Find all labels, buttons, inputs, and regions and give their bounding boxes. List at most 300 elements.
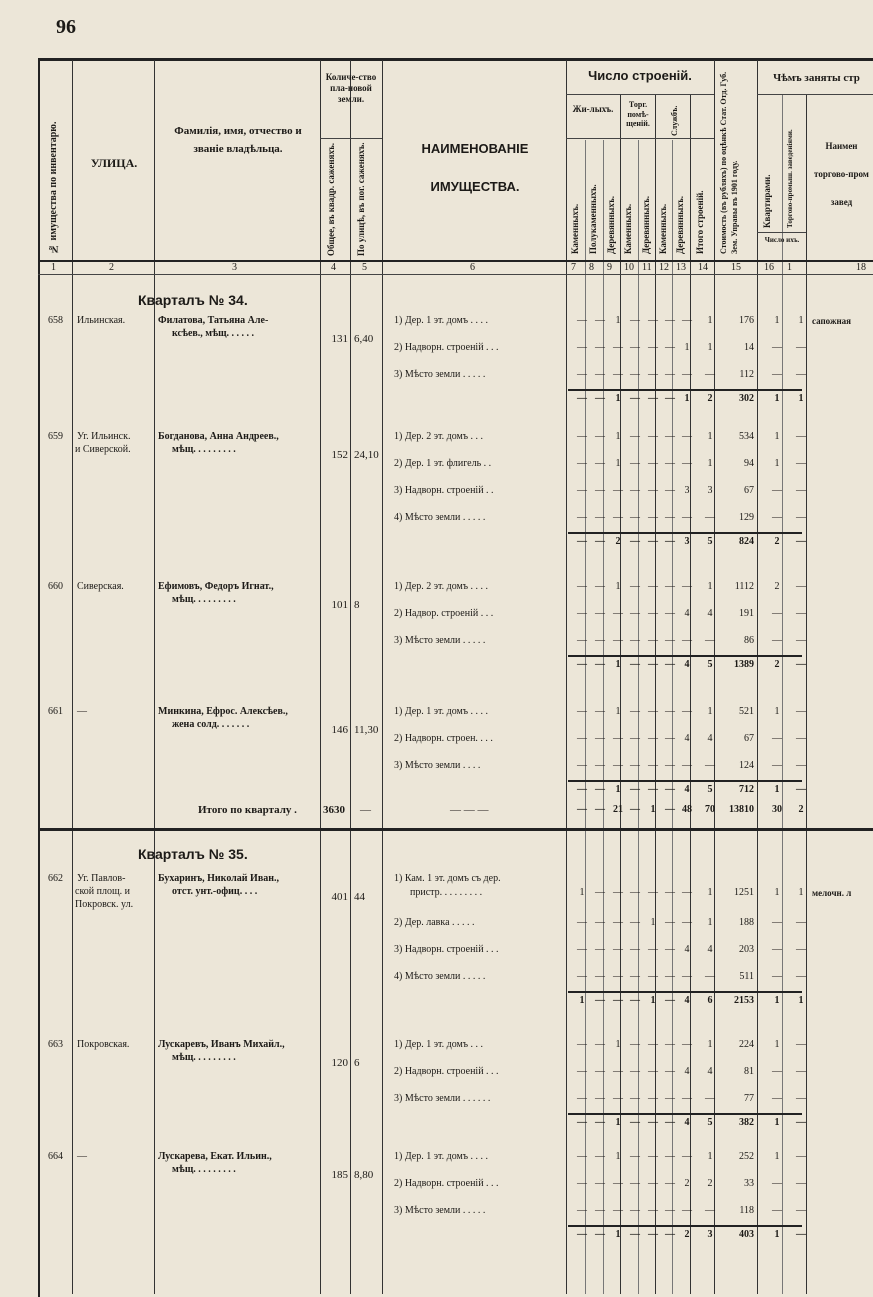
cell-value: —: [595, 1205, 605, 1216]
cell-value: —: [796, 581, 806, 592]
cell-value: —: [595, 1039, 605, 1050]
cell-value: —: [577, 458, 587, 469]
cell-value: 203: [739, 944, 754, 955]
cell-value: 382: [739, 1117, 754, 1128]
cell-value: 1: [707, 917, 713, 928]
cell-value: —: [648, 1039, 658, 1050]
cell-value: —: [772, 1205, 782, 1216]
header-rule: [757, 94, 873, 95]
cell-value: —: [772, 1178, 782, 1189]
cell-value: 70: [705, 804, 715, 815]
cell-value: —: [595, 536, 605, 547]
cell-value: —: [648, 944, 658, 955]
header-occupied: Чѣмъ заняты стр: [773, 72, 860, 84]
cell-value: 1: [707, 1151, 713, 1162]
owner-title: мѣщ. . . . . . . . .: [172, 1052, 236, 1063]
cell-value: —: [665, 887, 675, 898]
cell-value: 67: [744, 485, 754, 496]
cell-value: —: [796, 1205, 806, 1216]
quarter-total-street: —: [360, 804, 371, 816]
cell-value: —: [682, 458, 692, 469]
land-area: 120: [331, 1057, 348, 1069]
cell-value: —: [630, 1229, 640, 1240]
property-item: 2) Надворн. строен. . . .: [394, 733, 493, 744]
cell-value: —: [630, 1205, 640, 1216]
cell-value: 1: [774, 995, 780, 1006]
cell-value: —: [648, 608, 658, 619]
cell-value: —: [665, 733, 675, 744]
cell-value: —: [796, 659, 806, 670]
cell-value: —: [630, 608, 640, 619]
owner-name: Лускарева, Екат. Ильин.,: [158, 1151, 272, 1162]
cell-value: —: [648, 536, 658, 547]
cell-value: —: [772, 1093, 782, 1104]
cell-value: —: [577, 733, 587, 744]
inventory-number: 659: [48, 431, 63, 442]
cell-value: 13810: [729, 804, 754, 815]
header-living: Жи-лыхъ.: [572, 104, 614, 114]
cell-value: —: [682, 635, 692, 646]
cell-value: —: [577, 1151, 587, 1162]
cell-value: 302: [739, 393, 754, 404]
cell-value: 521: [739, 706, 754, 717]
cell-value: —: [613, 1093, 623, 1104]
col-rule: [382, 60, 383, 1294]
cell-value: 1: [579, 887, 585, 898]
cell-value: —: [595, 369, 605, 380]
street-name: ской площ. и: [75, 886, 131, 897]
cell-value: —: [630, 1039, 640, 1050]
cell-value: 1: [774, 706, 780, 717]
cell-value: —: [665, 995, 675, 1006]
land-area: 152: [331, 449, 348, 461]
cell-value: 1: [798, 887, 804, 898]
cell-value: —: [665, 393, 675, 404]
cell-value: —: [613, 760, 623, 771]
cell-value: 4: [707, 733, 713, 744]
property-item: 3) Мѣсто земли . . . . . .: [394, 1093, 491, 1104]
cell-value: 6: [707, 995, 713, 1006]
cell-value: 1: [684, 393, 690, 404]
cell-value: —: [796, 971, 806, 982]
cell-value: —: [613, 1066, 623, 1077]
cell-value: —: [796, 512, 806, 523]
column-number: 3: [232, 262, 237, 273]
cell-value: —: [665, 635, 675, 646]
cell-value: —: [665, 1229, 675, 1240]
quarter-title: Кварталъ № 34.: [138, 292, 248, 308]
property-item: 3) Мѣсто земли . . . . .: [394, 635, 486, 646]
cell-value: 2: [774, 536, 780, 547]
cell-value: —: [595, 784, 605, 795]
cell-value: —: [705, 1205, 715, 1216]
cell-value: 1: [615, 1117, 621, 1128]
cell-value: —: [682, 369, 692, 380]
cell-value: 403: [739, 1229, 754, 1240]
cell-value: —: [630, 512, 640, 523]
cell-value: 1: [707, 342, 713, 353]
cell-value: —: [595, 917, 605, 928]
column-number: 18: [856, 262, 866, 273]
cell-value: —: [595, 393, 605, 404]
cell-value: —: [705, 512, 715, 523]
property-item: 2) Дер. 1 эт. флигель . .: [394, 458, 492, 469]
cell-value: —: [595, 1178, 605, 1189]
trade-name: мелочн. л: [812, 888, 852, 898]
cell-value: —: [577, 608, 587, 619]
property-item: пристр. . . . . . . . .: [410, 887, 483, 898]
cell-value: —: [682, 1039, 692, 1050]
owner-name: Лускаревъ, Иванъ Михайл.,: [158, 1039, 285, 1050]
cell-value: —: [665, 315, 675, 326]
cell-value: —: [577, 342, 587, 353]
owner-name: Бухаринъ, Николай Иван.,: [158, 873, 279, 884]
cell-value: —: [648, 1151, 658, 1162]
cell-value: —: [648, 887, 658, 898]
cell-value: —: [682, 315, 692, 326]
subtotal-rule: [568, 532, 802, 534]
cell-value: —: [577, 784, 587, 795]
cell-value: —: [577, 315, 587, 326]
cell-value: —: [682, 706, 692, 717]
street-length: 24,10: [354, 449, 379, 461]
cell-value: 1: [798, 315, 804, 326]
cell-value: —: [613, 342, 623, 353]
cell-value: —: [630, 944, 640, 955]
owner-name: Ефимовъ, Федоръ Игнат.,: [158, 581, 274, 592]
cell-value: 4: [707, 944, 713, 955]
cell-value: —: [665, 1178, 675, 1189]
header-land: Количе-ство пла-новой земли.: [325, 72, 377, 104]
owner-title: мѣщ. . . . . . . . .: [172, 594, 236, 605]
cell-value: 4: [684, 1117, 690, 1128]
cell-value: 1: [615, 784, 621, 795]
cell-value: 224: [739, 1039, 754, 1050]
property-item: 1) Дер. 1 эт. домъ . . . .: [394, 706, 489, 717]
cell-value: 33: [744, 1178, 754, 1189]
property-item: 4) Мѣсто земли . . . . .: [394, 971, 486, 982]
cell-value: 1: [615, 1229, 621, 1240]
cell-value: —: [630, 784, 640, 795]
cell-value: —: [682, 971, 692, 982]
col-rule: [72, 60, 73, 1294]
cell-value: 67: [744, 733, 754, 744]
cell-value: —: [665, 944, 675, 955]
street-name: Покровская.: [77, 1039, 130, 1050]
cell-value: —: [648, 971, 658, 982]
cell-value: 2: [774, 581, 780, 592]
cell-value: —: [682, 1093, 692, 1104]
cell-value: 1: [615, 431, 621, 442]
cell-value: —: [630, 706, 640, 717]
cell-value: —: [630, 431, 640, 442]
cell-value: —: [665, 784, 675, 795]
cell-value: —: [577, 393, 587, 404]
header-count: Число ихъ.: [764, 236, 800, 244]
page-number: 96: [56, 16, 76, 38]
cell-value: —: [613, 733, 623, 744]
cell-value: —: [796, 706, 806, 717]
cell-value: 4: [684, 995, 690, 1006]
column-number: 11: [642, 262, 652, 273]
cell-value: —: [665, 458, 675, 469]
cell-value: —: [665, 1093, 675, 1104]
header-street: УЛИЦА.: [90, 156, 138, 170]
cell-value: —: [613, 485, 623, 496]
cell-value: —: [705, 971, 715, 982]
cell-value: 1: [615, 659, 621, 670]
cell-value: 2153: [734, 995, 754, 1006]
cell-value: —: [796, 944, 806, 955]
cell-value: —: [613, 944, 623, 955]
cell-value: —: [577, 1205, 587, 1216]
col-rule: [350, 60, 351, 1294]
owner-title: отст. унт.-офиц. . . .: [172, 886, 258, 897]
cell-value: —: [648, 342, 658, 353]
cell-value: —: [630, 659, 640, 670]
header-rule: [757, 232, 806, 233]
cell-value: —: [796, 635, 806, 646]
cell-value: —: [630, 1093, 640, 1104]
owner-title: мѣщ. . . . . . . . .: [172, 444, 236, 455]
quarter-divider: [38, 828, 873, 831]
cell-value: —: [665, 1066, 675, 1077]
cell-value: —: [648, 1205, 658, 1216]
column-number: 2: [109, 262, 114, 273]
cell-value: —: [595, 1229, 605, 1240]
cell-value: 1: [774, 315, 780, 326]
cell-value: 2: [615, 536, 621, 547]
inventory-number: 658: [48, 315, 63, 326]
cell-value: —: [577, 1229, 587, 1240]
cell-value: —: [665, 971, 675, 982]
cell-value: —: [648, 733, 658, 744]
cell-value: —: [577, 706, 587, 717]
cell-value: 1: [774, 458, 780, 469]
street-name: Уг. Ильинск.: [77, 431, 131, 442]
cell-value: —: [595, 485, 605, 496]
cell-value: —: [772, 608, 782, 619]
quarter-total-name: — — —: [450, 804, 489, 816]
street-name: Ильинская.: [77, 315, 126, 326]
cell-value: —: [577, 635, 587, 646]
cell-value: —: [682, 581, 692, 592]
cell-value: 14: [744, 342, 754, 353]
cell-value: —: [630, 971, 640, 982]
cell-value: —: [577, 659, 587, 670]
cell-value: 1: [774, 887, 780, 898]
street-name: —: [77, 706, 87, 717]
cell-value: —: [595, 760, 605, 771]
cell-value: —: [577, 1093, 587, 1104]
cell-value: 5: [707, 784, 713, 795]
property-item: 1) Кам. 1 эт. домъ съ дер.: [394, 873, 501, 884]
cell-value: —: [772, 635, 782, 646]
cell-value: —: [577, 369, 587, 380]
cell-value: 1: [774, 1151, 780, 1162]
cell-value: —: [613, 635, 623, 646]
cell-value: —: [630, 315, 640, 326]
cell-value: —: [796, 760, 806, 771]
cell-value: 112: [739, 369, 754, 380]
header-trade-stone: Каменныхъ.: [623, 203, 633, 254]
cell-value: 188: [739, 917, 754, 928]
inventory-number: 662: [48, 873, 63, 884]
cell-value: —: [648, 581, 658, 592]
cell-value: —: [772, 485, 782, 496]
cell-value: 1: [615, 581, 621, 592]
cell-value: —: [648, 1229, 658, 1240]
cell-value: —: [630, 733, 640, 744]
subtotal-rule: [568, 991, 802, 993]
cell-value: —: [648, 512, 658, 523]
cell-value: 5: [707, 659, 713, 670]
cell-value: —: [648, 1117, 658, 1128]
cell-value: 3: [707, 485, 713, 496]
cell-value: 48: [682, 804, 692, 815]
street-length: 11,30: [354, 724, 379, 736]
cell-value: —: [630, 1151, 640, 1162]
cell-value: —: [630, 458, 640, 469]
cell-value: 1: [707, 706, 713, 717]
cell-value: 4: [684, 608, 690, 619]
column-number: 9: [607, 262, 612, 273]
cell-value: —: [630, 393, 640, 404]
cell-value: —: [682, 512, 692, 523]
cell-value: —: [796, 536, 806, 547]
cell-value: —: [577, 804, 587, 815]
cell-value: —: [595, 659, 605, 670]
cell-value: —: [595, 887, 605, 898]
cell-value: —: [613, 369, 623, 380]
cell-value: —: [648, 706, 658, 717]
cell-value: —: [577, 536, 587, 547]
cell-value: 5: [707, 1117, 713, 1128]
column-number: 8: [589, 262, 594, 273]
cell-value: —: [665, 369, 675, 380]
cell-value: —: [796, 1178, 806, 1189]
cell-value: 1: [774, 393, 780, 404]
cell-value: —: [665, 706, 675, 717]
cell-value: —: [682, 1205, 692, 1216]
cell-value: —: [682, 887, 692, 898]
header-trade-wooden: Деревянныхъ.: [641, 196, 651, 254]
cell-value: —: [630, 1178, 640, 1189]
trade-name: сапожная: [812, 316, 852, 326]
cell-value: —: [595, 1093, 605, 1104]
cell-value: 77: [744, 1093, 754, 1104]
cell-value: 4: [684, 944, 690, 955]
cell-value: 511: [739, 971, 754, 982]
cell-value: —: [595, 431, 605, 442]
column-number: 14: [698, 262, 708, 273]
header-land-total: Общее, въ квадр. саженяхъ.: [326, 142, 336, 256]
cell-value: —: [577, 485, 587, 496]
colnum-rule: [38, 274, 873, 275]
cell-value: 1: [798, 995, 804, 1006]
street-name: и Сиверской.: [75, 444, 131, 455]
cell-value: —: [595, 315, 605, 326]
cell-value: 1112: [734, 581, 754, 592]
cell-value: 21: [613, 804, 623, 815]
cell-value: —: [595, 581, 605, 592]
cell-value: —: [796, 1039, 806, 1050]
cell-value: —: [648, 369, 658, 380]
cell-value: —: [630, 1117, 640, 1128]
header-property: НАИМЕНОВАНІЕ ИМУЩЕСТВА.: [421, 141, 529, 194]
column-number: 1: [51, 262, 56, 273]
cell-value: —: [665, 342, 675, 353]
header-buildings: Число строеній.: [588, 68, 692, 83]
header-apartments: Квартирами.: [762, 174, 772, 228]
column-number: 10: [624, 262, 634, 273]
cell-value: 81: [744, 1066, 754, 1077]
owner-name: Минкина, Ефрос. Алексѣев.,: [158, 706, 288, 717]
header-service-wooden: Деревянныхъ.: [675, 196, 685, 254]
cell-value: 2: [684, 1229, 690, 1240]
column-number: 6: [470, 262, 475, 273]
cell-value: —: [772, 944, 782, 955]
cell-value: —: [648, 659, 658, 670]
quarter-total-land: 3630: [323, 804, 345, 816]
cell-value: —: [648, 1066, 658, 1077]
col-rule: [714, 60, 715, 1294]
cell-value: 1: [615, 315, 621, 326]
inventory-number: 663: [48, 1039, 63, 1050]
cell-value: —: [665, 760, 675, 771]
header-cost: Стоимость (въ рубляхъ) по оцѣнкѣ Стат. Отд. Губ. Зем. Управы въ 1901 году.: [719, 71, 739, 254]
property-item: 3) Мѣсто земли . . . .: [394, 760, 481, 771]
cell-value: —: [648, 760, 658, 771]
cell-value: —: [577, 1066, 587, 1077]
cell-value: —: [577, 581, 587, 592]
cell-value: —: [648, 485, 658, 496]
cell-value: 1: [650, 804, 656, 815]
header-land-street: По улицѣ, въ пог. саженяхъ.: [356, 142, 366, 256]
cell-value: —: [665, 659, 675, 670]
cell-value: 4: [707, 1066, 713, 1077]
cell-value: —: [682, 917, 692, 928]
cell-value: —: [595, 1117, 605, 1128]
column-number: 1: [787, 262, 792, 273]
cell-value: —: [577, 1039, 587, 1050]
cell-value: —: [595, 804, 605, 815]
cell-value: 1251: [734, 887, 754, 898]
cell-value: 1: [798, 393, 804, 404]
cell-value: —: [613, 1178, 623, 1189]
cell-value: —: [630, 635, 640, 646]
cell-value: —: [796, 1117, 806, 1128]
cell-value: —: [796, 784, 806, 795]
cell-value: —: [630, 369, 640, 380]
cell-value: —: [613, 608, 623, 619]
cell-value: —: [595, 971, 605, 982]
cell-value: 1: [650, 995, 656, 1006]
cell-value: 712: [739, 784, 754, 795]
cell-value: —: [796, 1093, 806, 1104]
cell-value: —: [630, 342, 640, 353]
street-length: 44: [354, 891, 365, 903]
cell-value: —: [772, 342, 782, 353]
cell-value: —: [772, 512, 782, 523]
cell-value: —: [613, 887, 623, 898]
cell-value: —: [595, 635, 605, 646]
cell-value: 1: [707, 581, 713, 592]
cell-value: —: [648, 393, 658, 404]
property-item: 1) Дер. 2 эт. домъ . . .: [394, 431, 484, 442]
cell-value: —: [796, 1066, 806, 1077]
cell-value: —: [772, 1066, 782, 1077]
